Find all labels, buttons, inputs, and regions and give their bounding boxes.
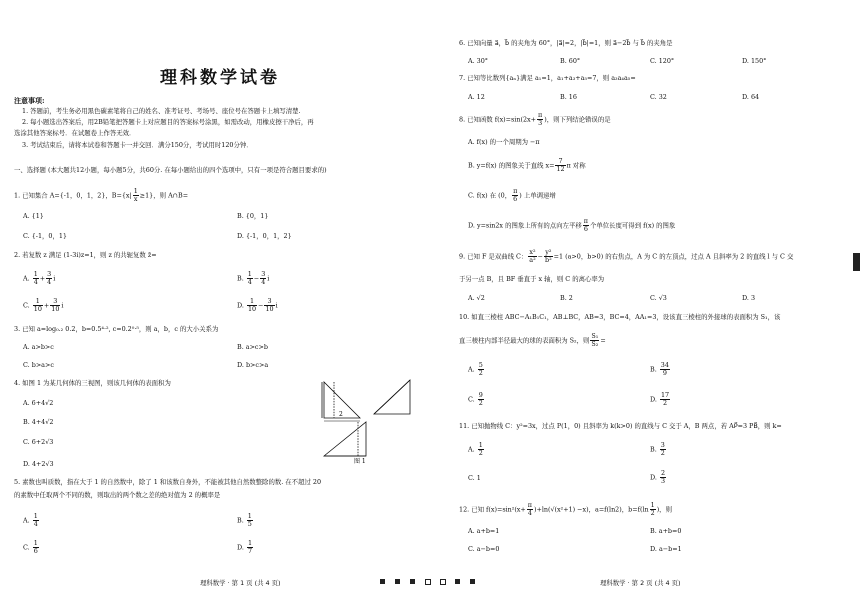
question-10-line1: 10. 如直三棱柱 ABC−A₁B₁C₁，AB⊥BC，AB=3，BC=4，AA₁=3，设该直三棱柱的外接球的表面积为 S₁，该 (459, 313, 781, 321)
three-view-figure (314, 376, 434, 464)
notice-item-2: 2. 每小题选出答案后，用2B铅笔把答题卡上对应题目的答案标号涂黑，如需改动，用橡皮擦干净后，再 (22, 118, 314, 126)
top-view-triangle (324, 422, 366, 456)
q10-option-d[interactable]: D. $\frac{17}{2}$ (650, 391, 670, 407)
paper-title: 理科数学试卷 (160, 68, 280, 88)
q1-option-a[interactable]: A. {1} (23, 212, 44, 220)
question-4: 4. 如图 1 为某几何体的三视图，则该几何体的表面积为 (14, 379, 171, 387)
footer-left: 理科数学 · 第 1 页 (共 4 页) (200, 579, 281, 587)
q7-option-c[interactable]: C. 32 (650, 93, 667, 101)
q1-option-d[interactable]: D. {-1，0，1，2} (237, 232, 292, 240)
q8-option-a[interactable]: A. f(x) 的一个周期为 −π (468, 138, 540, 146)
q4-option-a[interactable]: A. 6+4√2 (23, 399, 54, 407)
q6-option-a[interactable]: A. 30° (468, 57, 489, 65)
q11-option-c[interactable]: C. 1 (468, 474, 481, 482)
question-5-line1: 5. 素数也叫质数，指在大于 1 的自然数中，除了 1 和该数自身外，不能被其他自然数整除的数. 在不超过 20 (14, 478, 322, 486)
q11-option-a[interactable]: A. $\frac{1}{2}$ (468, 441, 483, 457)
q2-option-b[interactable]: B. $\frac{1}{4}$ − $\frac{3}{4}$ i (237, 270, 270, 286)
q5-option-b[interactable]: B. $\frac{1}{5}$ (237, 512, 252, 528)
q1-option-c[interactable]: C. {-1，0，1} (23, 232, 67, 240)
section-heading: 一、选择题 (本大题共12小题，每小题5分，共60分. 在每小题给出的四个选项中，只有一项是符合题目要求的) (14, 166, 327, 174)
register-mark (410, 579, 415, 584)
register-mark (425, 579, 431, 585)
notice-item-1: 1. 答题前，考生务必用黑色碳素笔将自己的姓名、准考证号、考场号、座位号在答题卡上填写清楚. (22, 107, 301, 115)
q9-option-d[interactable]: D. 3 (742, 294, 756, 302)
q8-option-b[interactable]: B. y=f(x) 的图象关于直线 x= $\frac{7}{12}$ π 对称 (468, 157, 586, 173)
q8-option-c[interactable]: C. f(x) 在 (0， $\frac{\pi}{6}$ ) 上单调递增 (468, 187, 556, 203)
q6-option-d[interactable]: D. 150° (742, 57, 767, 65)
register-mark (470, 579, 475, 584)
notice-item-2-cont: 选涂其他答案标号．在试题卷上作答无效． (14, 129, 136, 137)
q5-option-c[interactable]: C. $\frac{1}{6}$ (23, 539, 38, 555)
page-edge-tab (853, 253, 860, 271)
q12-option-d[interactable]: D. a−b=1 (650, 545, 682, 553)
q7-option-a[interactable]: A. 12 (468, 93, 485, 101)
question-11: 11. 已知抛物线 C：y²=3x，过点 P(1，0) 且斜率为 k(k>0) 的直线与 C 交于 A，B 两点，若 AP⃗=3 PB⃗，则 k= (459, 422, 782, 430)
q2-option-c[interactable]: C. $\frac{1}{10}$ + $\frac{3}{10}$ i (23, 297, 64, 313)
q9-option-c[interactable]: C. √3 (650, 294, 667, 302)
register-mark (380, 579, 385, 584)
q1-option-b[interactable]: B. {0，1} (237, 212, 269, 220)
q8-option-d[interactable]: D. y=sin2x 的图象上所有的点向左平移 $\frac{\pi}{6}$ 个单位长度可得到 f(x) 的图象 (468, 217, 676, 233)
figure-caption: 图 1 (354, 458, 366, 464)
question-7: 7. 已知等比数列{aₙ}满足 a₁=1，a₁+a₃+a₅=7，则 a₃a₄a₅= (459, 74, 636, 82)
q3-option-b[interactable]: B. a>c>b (237, 343, 268, 351)
question-2: 2. 若复数 z 满足 (1-3i)z=1，则 z 的共轭复数 z̄= (14, 251, 157, 259)
q12-option-b[interactable]: B. a+b=0 (650, 527, 682, 535)
q12-option-a[interactable]: A. a+b=1 (468, 527, 500, 535)
question-6: 6. 已知向量 a⃗，b⃗ 的夹角为 60°，|a⃗|=2，|b⃗|=1，则 a⃗−2b⃗ 与 b⃗ 的夹角是 (459, 39, 673, 47)
q10-option-c[interactable]: C. $\frac{9}{2}$ (468, 391, 483, 407)
question-5-line2: 的素数中任取两个不同的数，则取出的两个数之差的绝对值为 2 的概率是 (14, 491, 221, 499)
q9-option-a[interactable]: A. √2 (468, 294, 485, 302)
footer-right: 理科数学 · 第 2 页 (共 4 页) (600, 579, 681, 587)
q11-option-b[interactable]: B. $\frac{3}{2}$ (650, 441, 665, 457)
question-9-line2: 于另一点 B，且 BF 垂直于 x 轴，则 C 的离心率为 (459, 275, 605, 283)
question-3: 3. 已知 a=log₀.₂ 0.2，b=0.5⁴·², c=0.2⁰·⁵，则 a，b，c 的大小关系为 (14, 325, 219, 333)
q2-option-a[interactable]: A. $\frac{1}{4}$ + $\frac{3}{4}$ i (23, 270, 56, 286)
q9-option-b[interactable]: B. 2 (560, 294, 573, 302)
notice-heading: 注意事项: (14, 96, 45, 105)
q3-option-c[interactable]: C. b>a>c (23, 361, 54, 369)
q10-option-b[interactable]: B. $\frac{34}{9}$ (650, 361, 669, 377)
q11-option-d[interactable]: D. $\frac{2}{3}$ (650, 469, 666, 485)
q7-option-d[interactable]: D. 64 (742, 93, 760, 101)
q12-option-c[interactable]: C. a−b=0 (468, 545, 500, 553)
dimension-label: 2 (339, 411, 343, 418)
q6-option-b[interactable]: B. 60° (560, 57, 581, 65)
question-12: 12. 已知 f(x)=sin²(x+ $\frac{\pi}{4}$ )+ln(√(x²+1) −x)，a=f(ln2)，b=f(ln $\frac{1}{2}$ )，则 (459, 501, 672, 517)
q6-option-c[interactable]: C. 120° (650, 57, 675, 65)
register-mark (440, 579, 446, 585)
q4-option-b[interactable]: B. 4+4√2 (23, 418, 54, 426)
q2-option-d[interactable]: D. $\frac{1}{10}$ − $\frac{3}{10}$ i (237, 297, 278, 313)
register-mark (455, 579, 460, 584)
question-1: 1. 已知集合 A={-1，0，1，2}，B={x| $\frac{1}{x}$ ≥1}，则 A∩B= (14, 187, 189, 203)
question-10-line2: 直三棱柱内部半径最大的球的表面积为 S₂，则 $\frac{\text{S₁}}{\text{S₂}}$ = (459, 332, 606, 348)
q7-option-b[interactable]: B. 16 (560, 93, 577, 101)
q5-option-d[interactable]: D. $\frac{1}{7}$ (237, 539, 253, 555)
q3-option-a[interactable]: A. a>b>c (23, 343, 54, 351)
q3-option-d[interactable]: D. b>c>a (237, 361, 269, 369)
notice-item-3: 3. 考试结束后，请将本试卷和答题卡一并交回．满分150分，考试用时120分钟． (22, 141, 253, 149)
question-9-line1: 9. 已知 F 是双曲线 C： $\frac{\text{x²}}{\text{a²}}$ − $\frac{\text{y²}}{\text{b²}}$ =1 (a>0，b>0) 的右焦点，A 为 C 的左顶点，过点 A 且斜率为 2 的直线 l 与 C 交 (459, 248, 794, 264)
register-mark (395, 579, 400, 584)
question-8: 8. 已知函数 f(x)=sin(2x+ $\frac{\pi}{3}$ )，则下列结论错误的是 (459, 111, 611, 127)
q5-option-a[interactable]: A. $\frac{1}{4}$ (23, 512, 38, 528)
q4-option-c[interactable]: C. 6+2√3 (23, 438, 54, 446)
q10-option-a[interactable]: A. $\frac{5}{2}$ (468, 361, 483, 377)
q4-option-d[interactable]: D. 4+2√3 (23, 460, 54, 468)
